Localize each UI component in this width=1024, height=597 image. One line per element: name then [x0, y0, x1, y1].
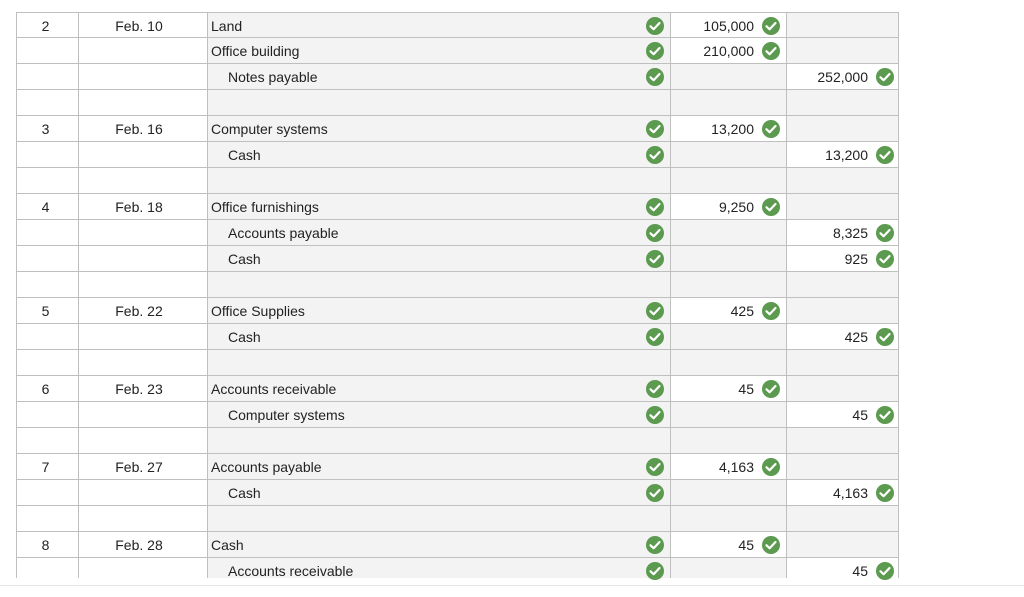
account-title: Cash [228, 251, 261, 267]
debit-amount: 45 [738, 537, 754, 553]
account-title: Land [211, 18, 243, 34]
check-circle-icon [876, 328, 894, 346]
credit-field[interactable] [786, 116, 899, 141]
date-cell [78, 220, 207, 245]
date-cell [78, 402, 207, 427]
debit-field[interactable] [670, 220, 786, 245]
credit-amount: 4,163 [832, 485, 868, 501]
check-circle-icon [876, 146, 894, 164]
transaction-number [16, 142, 78, 167]
check-circle-icon [646, 536, 664, 554]
transaction-number [16, 480, 78, 505]
transaction-number: 6 [16, 376, 78, 401]
date-cell: Feb. 16 [78, 116, 207, 141]
spacer-row [16, 506, 899, 532]
journal-row [16, 324, 899, 350]
account-field[interactable] [207, 13, 670, 37]
account-field[interactable] [207, 376, 670, 401]
account-title: Accounts receivable [228, 563, 354, 578]
check-circle-icon [646, 484, 664, 502]
journal-row [16, 298, 899, 324]
credit-field[interactable] [786, 454, 899, 479]
account-title: Accounts payable [228, 225, 339, 241]
transaction-number [16, 220, 78, 245]
check-circle-icon [646, 224, 664, 242]
transaction-number [16, 64, 78, 89]
debit-amount: 425 [730, 303, 754, 319]
check-circle-icon [646, 250, 664, 268]
account-field[interactable] [207, 558, 670, 578]
account-field[interactable] [207, 350, 670, 375]
debit-field[interactable] [670, 402, 786, 427]
date-cell [78, 480, 207, 505]
check-circle-icon [646, 17, 664, 35]
credit-field[interactable] [786, 350, 899, 375]
debit-field[interactable] [670, 506, 786, 531]
debit-field[interactable] [670, 480, 786, 505]
transaction-number [16, 558, 78, 578]
account-title: Cash [228, 485, 261, 501]
date-cell: Feb. 28 [78, 532, 207, 557]
account-title: Accounts receivable [211, 381, 337, 397]
debit-field[interactable] [670, 350, 786, 375]
transaction-number [16, 324, 78, 349]
spacer-row [16, 428, 899, 454]
check-circle-icon [646, 120, 664, 138]
account-title: Office Supplies [211, 303, 305, 319]
credit-amount: 925 [844, 251, 868, 267]
credit-amount: 425 [844, 329, 868, 345]
transaction-number [16, 272, 78, 297]
date-cell [78, 428, 207, 453]
account-field[interactable] [207, 480, 670, 505]
account-title: Office furnishings [211, 199, 319, 215]
debit-amount: 45 [738, 381, 754, 397]
check-circle-icon [876, 68, 894, 86]
account-field[interactable] [207, 116, 670, 141]
debit-amount: 4,163 [718, 459, 754, 475]
transaction-number: 2 [16, 13, 78, 37]
account-field[interactable] [207, 142, 670, 167]
account-title: Cash [211, 537, 244, 553]
debit-field[interactable] [670, 168, 786, 193]
transaction-number: 5 [16, 298, 78, 323]
account-field[interactable] [207, 298, 670, 323]
check-circle-icon [646, 146, 664, 164]
date-cell: Feb. 27 [78, 454, 207, 479]
journal-table [16, 12, 899, 578]
journal-row [16, 38, 899, 64]
debit-field[interactable] [670, 90, 786, 115]
date-cell [78, 558, 207, 578]
transaction-number [16, 402, 78, 427]
check-circle-icon [876, 562, 894, 580]
date-cell [78, 64, 207, 89]
account-field[interactable] [207, 428, 670, 453]
account-title: Computer systems [228, 407, 345, 423]
date-cell [78, 168, 207, 193]
check-circle-icon [646, 406, 664, 424]
account-title: Office building [211, 43, 300, 59]
spacer-row [16, 272, 899, 298]
date-cell [78, 246, 207, 271]
transaction-number [16, 428, 78, 453]
credit-field[interactable] [786, 38, 899, 63]
check-circle-icon [762, 17, 780, 35]
date-cell: Feb. 10 [78, 13, 207, 37]
date-cell [78, 506, 207, 531]
date-cell [78, 350, 207, 375]
check-circle-icon [762, 42, 780, 60]
debit-amount: 105,000 [703, 18, 754, 34]
debit-amount: 210,000 [703, 43, 754, 59]
journal-row [16, 376, 899, 402]
journal-row [16, 402, 899, 428]
check-circle-icon [762, 198, 780, 216]
debit-field[interactable] [670, 64, 786, 89]
account-field[interactable] [207, 272, 670, 297]
debit-field[interactable] [670, 272, 786, 297]
date-cell: Feb. 18 [78, 194, 207, 219]
credit-field[interactable] [786, 532, 899, 557]
journal-row [16, 246, 899, 272]
account-field[interactable] [207, 324, 670, 349]
credit-amount: 45 [852, 563, 868, 578]
debit-field[interactable] [670, 558, 786, 578]
check-circle-icon [646, 198, 664, 216]
date-cell: Feb. 23 [78, 376, 207, 401]
journal-row [16, 12, 899, 38]
account-title: Computer systems [211, 121, 328, 137]
credit-amount: 252,000 [817, 69, 868, 85]
check-circle-icon [876, 224, 894, 242]
debit-field[interactable] [670, 324, 786, 349]
account-field[interactable] [207, 90, 670, 115]
account-title: Accounts payable [211, 459, 322, 475]
check-circle-icon [876, 406, 894, 424]
debit-field[interactable] [670, 428, 786, 453]
date-cell [78, 90, 207, 115]
transaction-number [16, 90, 78, 115]
debit-amount: 9,250 [718, 199, 754, 215]
check-circle-icon [876, 250, 894, 268]
journal-row [16, 194, 899, 220]
journal-row [16, 454, 899, 480]
account-field[interactable] [207, 168, 670, 193]
credit-field[interactable] [786, 428, 899, 453]
transaction-number [16, 506, 78, 531]
check-circle-icon [762, 302, 780, 320]
credit-field[interactable] [786, 90, 899, 115]
account-title: Notes payable [228, 69, 318, 85]
check-circle-icon [646, 302, 664, 320]
transaction-number [16, 38, 78, 63]
credit-field[interactable] [786, 506, 899, 531]
journal-row [16, 480, 899, 506]
journal-row [16, 558, 899, 578]
credit-amount: 45 [852, 407, 868, 423]
account-title: Cash [228, 329, 261, 345]
spacer-row [16, 350, 899, 376]
credit-field[interactable] [786, 298, 899, 323]
date-cell [78, 142, 207, 167]
credit-amount: 13,200 [825, 147, 868, 163]
check-circle-icon [646, 68, 664, 86]
debit-field[interactable] [670, 142, 786, 167]
journal-row [16, 532, 899, 558]
check-circle-icon [762, 458, 780, 476]
spacer-row [16, 90, 899, 116]
check-circle-icon [646, 328, 664, 346]
check-circle-icon [646, 380, 664, 398]
transaction-number [16, 350, 78, 375]
check-circle-icon [646, 562, 664, 580]
date-cell [78, 38, 207, 63]
account-field[interactable] [207, 220, 670, 245]
date-cell [78, 324, 207, 349]
transaction-number: 3 [16, 116, 78, 141]
check-circle-icon [876, 484, 894, 502]
debit-field[interactable] [670, 246, 786, 271]
journal-row [16, 64, 899, 90]
debit-amount: 13,200 [711, 121, 754, 137]
check-circle-icon [762, 380, 780, 398]
account-field[interactable] [207, 194, 670, 219]
journal-row [16, 220, 899, 246]
account-field[interactable] [207, 454, 670, 479]
account-field[interactable] [207, 246, 670, 271]
credit-field[interactable] [786, 376, 899, 401]
transaction-number: 7 [16, 454, 78, 479]
check-circle-icon [646, 42, 664, 60]
credit-field[interactable] [786, 272, 899, 297]
account-field[interactable] [207, 64, 670, 89]
journal-row [16, 116, 899, 142]
account-field[interactable] [207, 506, 670, 531]
spacer-row [16, 168, 899, 194]
journal-row [16, 142, 899, 168]
check-circle-icon [762, 536, 780, 554]
check-circle-icon [646, 458, 664, 476]
transaction-number [16, 168, 78, 193]
transaction-number: 8 [16, 532, 78, 557]
date-cell: Feb. 22 [78, 298, 207, 323]
divider [0, 585, 1024, 586]
date-cell [78, 272, 207, 297]
credit-amount: 8,325 [832, 225, 868, 241]
account-title: Cash [228, 147, 261, 163]
check-circle-icon [762, 120, 780, 138]
credit-field[interactable] [786, 168, 899, 193]
account-field[interactable] [207, 532, 670, 557]
account-field[interactable] [207, 402, 670, 427]
transaction-number: 4 [16, 194, 78, 219]
transaction-number [16, 246, 78, 271]
credit-field[interactable] [786, 13, 899, 37]
account-field[interactable] [207, 38, 670, 63]
credit-field[interactable] [786, 194, 899, 219]
